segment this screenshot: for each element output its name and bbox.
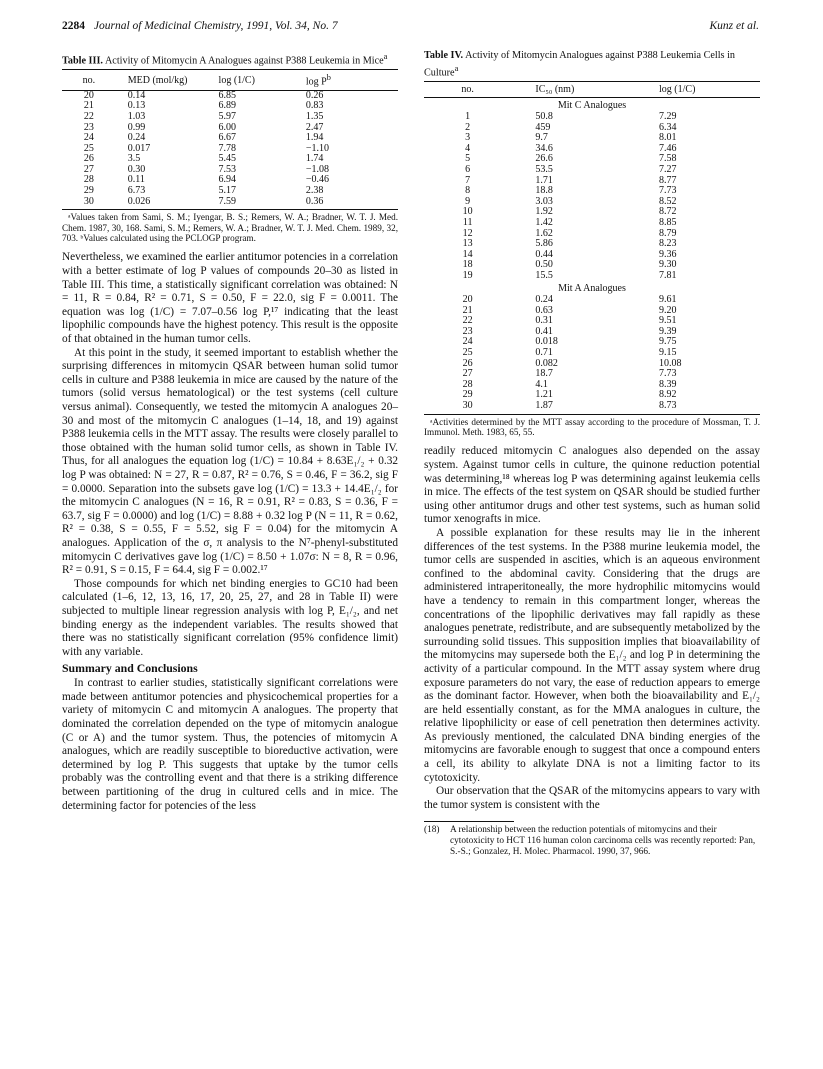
cell-no: 23 — [462, 325, 473, 337]
cell-no: 13 — [462, 238, 473, 250]
cell-logc: 8.79 — [659, 227, 677, 239]
cell-logp: 1.35 — [305, 110, 324, 122]
section-heading: Summary and Conclusions — [62, 661, 198, 676]
cell-logc: 6.67 — [218, 132, 237, 144]
table-row — [424, 144, 760, 155]
table4-title-sup: a — [454, 63, 459, 73]
paragraph: Our observation that the QSAR of the mitomycins appears to vary with the tumor system is consistent with the — [424, 785, 760, 811]
footnote-number: (18) — [424, 825, 440, 836]
header-authors: Kunz et al. — [709, 20, 759, 32]
cell-logc: 7.58 — [659, 153, 677, 165]
cell-ic50: 1.21 — [535, 389, 553, 401]
cell-ic50: 0.50 — [535, 259, 553, 271]
cell-ic50: 0.41 — [535, 325, 553, 337]
left-column — [62, 50, 398, 813]
cell-ic50: 459 — [535, 121, 551, 133]
cell-ic50: 1.42 — [535, 216, 553, 228]
footnote-18 — [424, 825, 760, 857]
cell-no: 7 — [465, 174, 471, 186]
cell-med: 0.30 — [127, 163, 146, 175]
cell-logc: 5.45 — [218, 153, 237, 165]
right-column — [424, 50, 760, 857]
cell-logp: 0.26 — [305, 89, 324, 101]
table-row — [424, 112, 760, 123]
cell-no: 11 — [462, 216, 473, 228]
cell-no: 14 — [462, 248, 473, 260]
cell-no: 22 — [462, 315, 473, 327]
journal-citation: Journal of Medicinal Chemistry, 1991, Vol. 34, No. 7 — [93, 20, 338, 32]
cell-logc: 6.34 — [659, 121, 677, 133]
cell-no: 25 — [83, 142, 94, 154]
paragraph: A possible explanation for these results may lie in the inherent differences of the test systems. In the P388 murine leukemia model, the tumor cells are suspended in ascities, which is an aqueous environment confined to the abdominal cavity. Considering that the drugs are administered intraperitoneally, the more hydrophilic mitomycins would have a tendency to remain in this compartment longer, whereas the concentrations of the lipophilic derivatives may fall rapidly as these analogues penetrate, redistribute, and are subsequently metabolized by the surrounding solid tissues. This supposition implies that bioavailability of the mitomycins may supersede both the E₁/₂ and log P in determining the activity of a particular compound. In the MTT assay system where drug exposure parameters do not vary, the ease of reduction appears to emerge as the dominant factor. However, when both the bioavailability and E₁/₂ are held essentially constant, as for the MMA analogues in culture, the relative lipophilicity or ease of cell penetration then determines activity. As previously mentioned, the calculated DNA binding energies of the mitomycins are favorable enough to suggest that once a compound enters a cell, its ability to alkylate DNA is not a limiting factor to its cytotoxicity. — [424, 526, 760, 784]
cell-logp: 2.47 — [305, 121, 324, 133]
cell-ic50: 53.5 — [535, 163, 553, 175]
cell-logc: 6.94 — [218, 174, 237, 186]
table4 — [424, 81, 760, 414]
table-row — [62, 197, 398, 210]
table4-body — [424, 98, 760, 414]
cell-no: 28 — [462, 378, 473, 390]
table-row — [424, 154, 760, 165]
cell-logc: 8.01 — [659, 132, 677, 144]
cell-logc: 7.78 — [218, 142, 237, 154]
cell-no: 26 — [83, 153, 94, 165]
cell-logc: 6.89 — [218, 100, 237, 112]
cell-logc: 8.92 — [659, 389, 677, 401]
cell-logc: 8.72 — [659, 206, 677, 218]
cell-no: 20 — [462, 294, 473, 306]
cell-logc: 9.20 — [659, 304, 677, 316]
table-row — [424, 165, 760, 176]
cell-ic50: 0.24 — [535, 294, 553, 306]
footnote-text: A relationship between the reduction potentials of mitomycins and their cytotoxicity to HCT 116 human colon carcinoma cells was recently reported: Pan, S.-S.; Gonzalez, H. Molec. Pharmacol. 1990, 37, 966. — [450, 825, 756, 857]
cell-ic50: 9.7 — [535, 132, 548, 144]
cell-no: 30 — [62, 197, 116, 210]
table-row — [424, 133, 760, 144]
cell-ic50: 4.1 — [535, 378, 548, 390]
cell-med: 0.99 — [127, 121, 146, 133]
table4-header-row — [424, 82, 760, 98]
cell-logc: 7.46 — [659, 142, 677, 154]
group-label: Mit C Analogues — [557, 100, 627, 112]
running-header — [62, 20, 759, 32]
cell-ic50: 26.6 — [535, 153, 553, 165]
table-row — [424, 229, 760, 240]
table-row — [424, 306, 760, 317]
cell-logc: 6.85 — [218, 89, 237, 101]
group-mit-c — [424, 98, 760, 112]
cell-logc: 7.73 — [659, 185, 677, 197]
group-label: Mit A Analogues — [558, 283, 626, 295]
cell-med: 0.026 — [116, 197, 217, 210]
cell-no: 22 — [83, 110, 94, 122]
cell-no: 24 — [462, 336, 473, 348]
cell-ic50: 0.71 — [535, 347, 553, 359]
table4-label: Table IV. — [424, 50, 464, 61]
cell-med: 0.11 — [127, 174, 145, 186]
cell-no: 3 — [465, 132, 471, 144]
cell-ic50: 1.92 — [535, 206, 553, 218]
cell-no: 21 — [462, 304, 473, 316]
cell-no: 2 — [465, 121, 471, 133]
cell-logc: 7.73 — [659, 368, 677, 380]
cell-no: 9 — [465, 195, 471, 207]
table3-title: Activity of Mitomycin A Analogues against P388 Leukemia in Mice — [104, 55, 384, 67]
table4-col-no: no. — [424, 82, 511, 98]
table-row — [424, 327, 760, 338]
cell-logp: 1.74 — [305, 153, 324, 165]
table-row — [424, 250, 760, 261]
cell-logc: 8.39 — [659, 378, 677, 390]
table4-footnote: ᵃActivities determined by the MTT assay according to the procedure of Mossman, T. J. Immunol. Meth. 1983, 65, 55. — [424, 416, 760, 438]
cell-med: 0.017 — [127, 142, 151, 154]
cell-logc: 9.39 — [659, 325, 677, 337]
cell-logc: 5.97 — [218, 110, 237, 122]
cell-ic50: 1.71 — [535, 174, 553, 186]
paragraph: Nevertheless, we examined the earlier antitumor potencies in a correlation with a better estimate of log P values of compounds 20–30 as listed in Table III. This time, a statistically significant correlation was obtained: N = 11, R = 0.84, R² = 0.71, S = 0.50, F = 22.0, sig F = 0.0011. The equation was log (1/C) = 7.07–0.56 log P,¹⁷ indicating that the least lipophilic compounds have the highest potency. This result is the opposite of that obtained in the human tumor cells. — [62, 251, 398, 346]
table-row — [424, 218, 760, 229]
cell-no: 4 — [465, 142, 471, 154]
cell-logc: 6.00 — [218, 121, 237, 133]
cell-logc: 9.51 — [659, 315, 677, 327]
cell-no: 28 — [83, 174, 94, 186]
cell-med: 0.14 — [127, 89, 146, 101]
cell-logp: −0.46 — [305, 174, 330, 186]
cell-logp: 1.94 — [305, 132, 324, 144]
table4-col-logc: log (1/C) — [639, 82, 760, 98]
cell-logc: 8.85 — [659, 216, 677, 228]
cell-logp: 2.38 — [305, 185, 324, 197]
cell-logc: 7.81 — [659, 269, 677, 281]
cell-no: 24 — [83, 132, 94, 144]
table-row — [424, 239, 760, 250]
cell-logc: 10.08 — [659, 357, 682, 369]
cell-logc: 9.30 — [659, 259, 677, 271]
table3-footnote: ᵃValues taken from Sami, S. M.; Iyengar, B. S.; Remers, W. A.; Bradner, W. T. J. Med. Chem. 1987, 30, 168. Sami, S. M.; Remers, W. A.; Bradner, W. T. J. Med. Chem. 1989, 32, 703. ᵇValues calculated using the PCLOGP program. — [62, 212, 398, 244]
cell-med: 6.73 — [127, 185, 146, 197]
table3-col-logp: $\log P^b$ — [304, 70, 398, 90]
cell-logc: 9.75 — [659, 336, 677, 348]
cell-no: 29 — [83, 185, 94, 197]
cell-ic50: 0.018 — [535, 336, 558, 348]
paragraph: In contrast to earlier studies, statistically significant correlations were made between antitumor potencies and physicochemical properties for a variety of mitomycin C and mitomycin A analogues. The property that dominated the correlation depended on the type of mitomycin analogue (C or A) and the tumor system. Thus, the potencies of mitomycin A analogues, which are readily susceptible to bioreductive activation, were determined by log P. This suggests that uptake by the tumor cells probably was the controlling event and that there is a striking difference between partitioning of the drug in cultured cells and in mice. The determining factor for potencies of the less — [62, 677, 398, 812]
table-row — [424, 337, 760, 348]
cell-ic50: 0.63 — [535, 304, 553, 316]
table-row — [424, 390, 760, 401]
cell-ic50: 18.8 — [535, 185, 553, 197]
table-row — [424, 186, 760, 197]
cell-logc: 7.53 — [218, 163, 237, 175]
cell-logc: 5.17 — [218, 185, 237, 197]
cell-no: 6 — [465, 163, 471, 175]
paragraph: At this point in the study, it seemed important to establish whether the surprising differences in mitomycin QSAR between human solid tumor cells in culture and P388 leukemia in mice are caused by the nature of the tumors (solid versus hematological) or the test systems (cell culture versus animal). Consequently, we tested the mitomycin A analogues 20–30 and most of the mitomycin C analogues (1–14, 18, and 19) against P388 leukemia cells in the MTT assay. The results were closely parallel to those obtained with the human solid tumor cells, as shown in Table IV. Thus, for all analogues the equation log (1/C) = 10.84 + 8.63E₁/₂ + 0.32 log P was obtained: N = 27, R = 0.87, R² = 0.76, S = 0.46, F = 36.2, sig F = 0.0000. Separation into the subsets gave log (1/C) = 13.3 + 14.4E₁/₂ for the mitomycin C analogues (N = 16, R = 0.91, R² = 0.83, S = 0.36, F = 63.7, sig F = 0.0000) and log (1/C) = 8.88 + 0.32 log P (N = 11, R = 0.62, R² = 0.38, S = 0.55, F = 5.52, sig F = 0.04) for the mitomycin A analogues. Application of the σ, π analysis to the N⁷-phenyl-substituted mitomycin C derivatives gave log (1/C) = 8.50 + 1.07σ: N = 8, R = 0.96, R² = 0.91, S = 0.15, F = 64.4, sig F = 0.002.¹⁷ — [62, 346, 398, 577]
cell-logc: 7.27 — [659, 163, 677, 175]
table4-col-ic50: IC₅₀ (nm) — [511, 82, 639, 98]
table3-body — [62, 90, 398, 210]
cell-med: 0.24 — [127, 132, 146, 144]
table3-header-row — [62, 70, 398, 90]
table-row — [424, 295, 760, 306]
cell-no: 26 — [462, 357, 473, 369]
table3-col-no: no. — [62, 70, 116, 90]
cell-no: 25 — [462, 347, 473, 359]
cell-ic50: 18.7 — [535, 368, 553, 380]
cell-ic50: 0.31 — [535, 315, 553, 327]
cell-no: 18 — [462, 259, 473, 271]
table-row — [424, 380, 760, 391]
table-row — [424, 260, 760, 271]
page-number: 2284 — [62, 20, 85, 32]
cell-ic50: 0.44 — [535, 248, 553, 260]
cell-ic50: 1.87 — [511, 401, 639, 414]
table-row — [424, 369, 760, 380]
table3-col-med: MED (mol/kg) — [116, 70, 217, 90]
cell-no: 27 — [462, 368, 473, 380]
table-row — [424, 316, 760, 327]
table-row — [424, 176, 760, 187]
cell-no: 29 — [462, 389, 473, 401]
cell-no: 10 — [462, 206, 473, 218]
cell-logc: 8.23 — [659, 238, 677, 250]
cell-no: 27 — [83, 163, 94, 175]
cell-logp: 0.83 — [305, 100, 324, 112]
cell-ic50: 34.6 — [535, 142, 553, 154]
table3 — [62, 69, 398, 210]
cell-med: 0.13 — [127, 100, 146, 112]
cell-med: 1.03 — [127, 110, 146, 122]
table-row — [424, 123, 760, 134]
cell-logp: 0.36 — [304, 197, 398, 210]
cell-no: 21 — [83, 100, 94, 112]
cell-logp: −1.08 — [305, 163, 330, 175]
cell-ic50: 3.03 — [535, 195, 553, 207]
cell-logc: 8.52 — [659, 195, 677, 207]
cell-logc: 9.15 — [659, 347, 677, 359]
table-row — [424, 207, 760, 218]
table-row — [424, 271, 760, 282]
cell-logc: 8.77 — [659, 174, 677, 186]
table4-caption — [424, 50, 760, 79]
cell-logp: −1.10 — [305, 142, 330, 154]
group-mit-a — [424, 281, 760, 295]
cell-ic50: 15.5 — [535, 269, 553, 281]
cell-no: 23 — [83, 121, 94, 133]
cell-no: 8 — [465, 185, 471, 197]
cell-no: 12 — [462, 227, 473, 239]
cell-no: 5 — [465, 153, 471, 165]
cell-logc: 7.59 — [217, 197, 304, 210]
table3-label: Table III. — [62, 55, 103, 67]
table-row — [424, 401, 760, 414]
paragraph: Those compounds for which net binding energies to GC10 had been calculated (1–6, 12, 13, 16, 17, 20, 25, 27, and 28 in Table II) were subjected to multiple linear regression analysis with log P, E₁/₂, and net binding energy as the independent variables. The results showed that there was no statistically significant correlation (95% confidence limit) with any variable. — [62, 577, 398, 658]
cell-no: 20 — [83, 89, 94, 101]
cell-ic50: 5.86 — [535, 238, 553, 250]
cell-med: 3.5 — [127, 153, 141, 165]
cell-logc: 8.73 — [639, 401, 760, 414]
cell-ic50: 0.082 — [535, 357, 558, 369]
header-left — [62, 20, 338, 32]
table-row — [424, 197, 760, 208]
table-row — [424, 348, 760, 359]
paragraph: readily reduced mitomycin C analogues also depended on the assay system. Against tumor cells in culture, the quinone reduction potential was determining,¹⁸ whereas log P was determining against leukemia cells in mice. The effects of the test system on QSAR should be studied further using other antitumor drugs and other test systems, such as human solid tumor xenografts in mice. — [424, 445, 760, 526]
cell-logc: 9.61 — [659, 294, 677, 306]
cell-logc: 7.29 — [659, 110, 677, 122]
table3-caption — [62, 50, 398, 67]
cell-logc: 9.36 — [659, 248, 677, 260]
table3-col-logc: log (1/C) — [217, 70, 304, 90]
table3-title-sup: a — [383, 51, 388, 61]
table4-title: Activity of Mitomycin Analogues against P388 Leukemia Cells in Culture — [424, 50, 735, 79]
cell-no: 19 — [462, 269, 473, 281]
cell-ic50: 1.62 — [535, 227, 553, 239]
footnote-rule — [424, 821, 514, 822]
table-row — [62, 112, 398, 123]
cell-ic50: 50.8 — [535, 110, 553, 122]
table-row — [424, 359, 760, 370]
cell-no: 30 — [424, 401, 511, 414]
cell-no: 1 — [465, 110, 471, 122]
